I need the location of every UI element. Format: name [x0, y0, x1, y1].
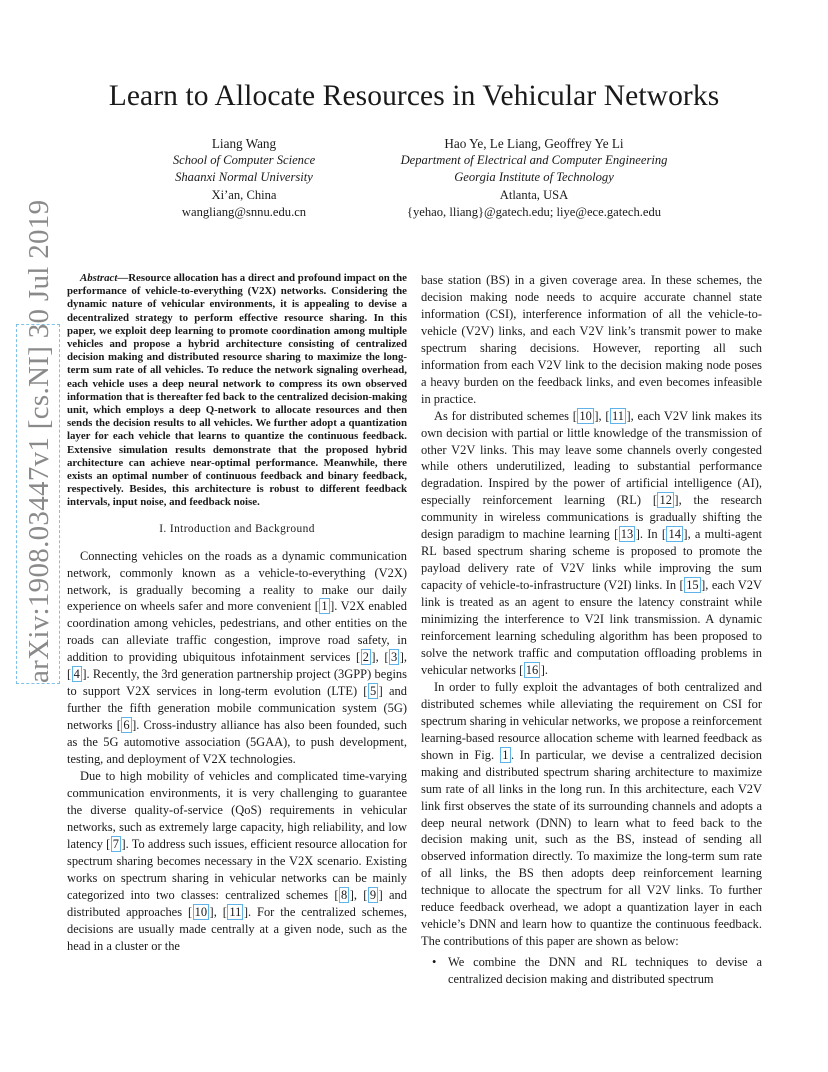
author-name: Hao Ye, Le Liang, Geoffrey Ye Li — [444, 136, 624, 151]
author-email: {yehao, lliang}@gatech.edu; liye@ece.gatech.edu — [406, 204, 662, 219]
citation-link[interactable]: 16 — [525, 662, 539, 677]
author-dept: School of Computer Science — [172, 153, 316, 168]
citation-link[interactable]: 15 — [686, 578, 699, 593]
citation-link[interactable]: 11 — [612, 408, 625, 423]
author-name: Liang Wang — [211, 136, 277, 151]
paragraph: In order to fully exploit the advantages of both centralized and distributed schemes while alleviating the requirement on CSI for spectrum sharing in vehicular networks, we propose a reinforcement learning-based resource allocation scheme with learned feedback as shown in Fig. 1 . In particular, we devise a centralized decision making and distributed spectrum sharing architecture to maximize sum rate of all links in the long run. In this architecture, each V2V link first observes the state of its surrounding channels and adopts a deep neural network (DNN) to learn what to feed back to the decision making unit, such as the BS, instead of sending all observed information directly. To maximize the long-term sum rate of all links, the BS then adopts deep reinforcement learning technique to allocate the spectrum for all V2V links. To further reduce feedback overhead, we adopt a quantization layer in each vehicle’s DNN and learn how to quantize the continuous feedback. The contributions of this paper are shown as below: — [421, 679, 762, 949]
left-column — [67, 272, 407, 954]
author-location: Atlanta, USA — [499, 187, 569, 202]
author-inst: Shaanxi Normal University — [175, 170, 313, 185]
citation-link[interactable]: 13 — [620, 527, 634, 542]
paragraph: base station (BS) in a given coverage area. In these schemes, the decision making node needs to acquire accurate channel state information (CSI), interference information of all the vehicle-to-vehicle (V2V) links, and each V2V link’s transmit power to make spectrum sharing decisions. However, reporting all such information from each V2V link to the decision making node poses a heavy burden on the feedback links, and even becomes infeasible in practice. — [421, 273, 762, 406]
paragraph: Due to high mobility of vehicles and complicated time-varying communication environments, it is very challenging to guarantee the diverse quality-of-service (QoS) requirements in vehicular networks, such as extremely large capacity, high reliability, and low latency [ 7 ]. To address such issues, efficient resource allocation for spectrum sharing becomes necessary in the V2X scenario. Existing works on spectrum sharing in vehicular networks can be mainly categorized into two classes: centralized schemes [ 8 ], [ 9 ] and distributed approaches [ 10 ], [ 11 ]. For the centralized schemes, decisions are usually made centrally at a given node, such as the head in a cluster or the — [67, 769, 408, 953]
citation-link[interactable]: 5 — [369, 684, 377, 699]
section-heading: I. Introduction and Background — [159, 522, 315, 535]
citation-link[interactable]: 1 — [321, 599, 328, 614]
author-inst: Georgia Institute of Technology — [454, 170, 614, 185]
author-block-1 — [92, 135, 396, 221]
paper-title: Learn to Allocate Resources in Vehicular Networks — [108, 80, 720, 112]
citation-link[interactable]: 8 — [341, 887, 348, 902]
citation-link[interactable]: 11 — [229, 904, 242, 919]
citation-link[interactable]: 10 — [579, 408, 592, 423]
paragraph: As for distributed schemes [ 10 ], [ 11 ], each V2V link makes its own decision with partial or little knowledge of the transmission of other V2V links. This may leave some channels overly congested while others underutilized, leading to substantial performance degradation. Inspired by the power of artificial intelligence (AI), especially reinforcement learning (RL) [ 12 ], the research community in wireless communications is gradually shifting the design paradigm to machine learning [ 13 ]. In [ 14 ], a multi-agent RL based spectrum sharing scheme is proposed to promote the payload delivery rate of V2V links while improving the sum capacity of vehicle-to-infrastructure (V2I) links. In [ 15 ], each V2V link is treated as an agent to ensure the latency constraint while minimizing the interference to V2I link transmission. A dynamic reinforcement learning scheduling algorithm has been proposed to solve the network traffic and computation offloading problems in vehicular networks [ 16 ]. — [421, 408, 763, 677]
citation-link[interactable]: 2 — [362, 650, 369, 665]
citation-link[interactable]: 3 — [391, 650, 398, 665]
list-item: • We combine the DNN and RL techniques to devise a centralized decision making and distributed spectrum — [448, 954, 762, 988]
author-email: wangliang@snnu.edu.cn — [181, 204, 307, 219]
author-block-2 — [356, 135, 712, 221]
abstract-text: —Resource allocation has a direct and profound impact on the performance of vehicle-to-everything (V2X) networks. Considering the dynamic nature of vehicular environments, it is appealing to devise a decentralized strategy to perform effective resource sharing. In this paper, we exploit deep learning to promote coordination among multiple vehicles and propose a hybrid architecture consisting of centralized decision making and distributed resource sharing to maximize the long-term sum rate of all vehicles. To reduce the network signaling overhead, each vehicle uses a deep neural network to compress its own observed information that is thereafter fed back to the centralized decision-making unit, which employs a deep Q-network to allocate resources and then sends the decision results to all vehicles. We further adopt a quantization layer for each vehicle that learns to quantize the continuous feedback. Extensive simulation results demonstrate that the proposed hybrid architecture can achieve near-optimal performance. Meanwhile, there exists an optimal number of continuous feedback and binary feedback, respectively. Besides, this architecture is robust to different feedback intervals, input noise, and feedback noise. — [67, 272, 407, 509]
citation-link[interactable]: 10 — [194, 904, 208, 919]
citation-link[interactable]: 6 — [123, 718, 130, 733]
paragraph: Connecting vehicles on the roads as a dynamic communication network, commonly known as a vehicle-to-everything (V2X) network, is gradually becoming a reality to make our daily experience on wheels safer and more convenient [ 1 ]. V2X enabled coordination among vehicles, pedestrians, and other entities on the roads can alleviate traffic congestion, improve road safety, in addition to providing ubiquitous infotainment services [ 2 ], [ 3 ], [ 4 ]. Recently, the 3rd generation partnership project (3GPP) begins to support V2X services in long-term evolution (LTE) [ 5 ] and further the fifth generation mobile communication system (5G) networks [ 6 ]. Cross-industry alliance has also been founded, such as the 5G automotive association (5GAA), to push development, testing, and deployment of V2X technologies. — [67, 548, 407, 767]
author-location: Xi’an, China — [211, 187, 277, 202]
contribution-list — [421, 954, 762, 988]
citation-link[interactable]: 7 — [112, 836, 119, 851]
author-dept: Department of Electrical and Computer Engineering — [400, 153, 668, 168]
citation-link[interactable]: 9 — [369, 887, 377, 902]
citation-link[interactable]: 14 — [668, 527, 681, 542]
figure-link[interactable]: 1 — [502, 747, 509, 762]
abstract-label: Abstract — [80, 272, 118, 284]
right-column — [421, 272, 762, 988]
citation-link[interactable]: 4 — [73, 667, 80, 682]
abstract — [67, 272, 407, 510]
citation-link[interactable]: 12 — [659, 493, 672, 508]
arxiv-stamp[interactable]: arXiv:1908.03447v1 [cs.NI] 30 Jul 2019 — [16, 324, 60, 684]
